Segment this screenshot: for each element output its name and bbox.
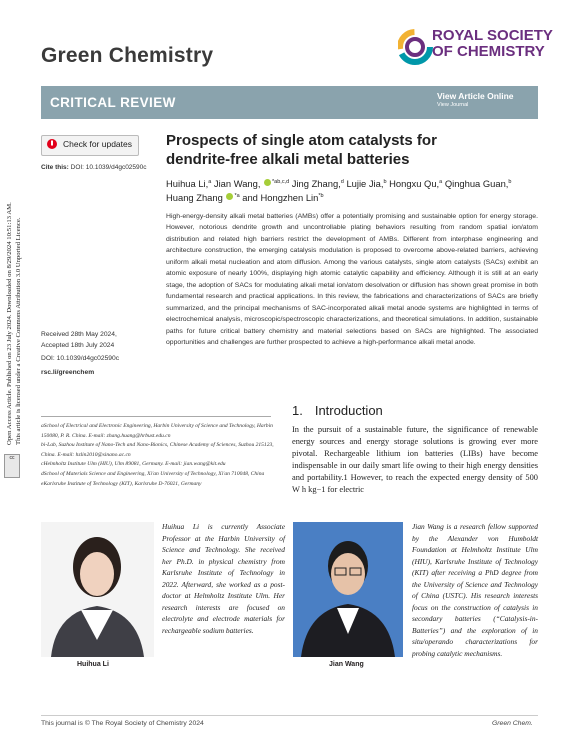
author-lujie-jia[interactable]: Lujie Jia, [343,178,384,190]
author-photo-jian-wang [293,522,403,657]
cite-label: Cite this: [41,164,69,171]
affil-sup: b [383,179,387,185]
publisher-line1: ROYAL SOCIETY [432,27,553,44]
footer-journal: Green Chem. [492,720,533,727]
section-number: 1. [292,403,303,418]
journal-title: Green Chemistry [41,44,214,67]
accepted-date: Accepted 18th July 2024 [41,342,115,350]
section-title: CRITICAL REVIEW [50,95,176,110]
publisher-name [432,28,553,60]
bio-huihua-li: Huihua Li is currently Associate Professor at the Harbin University of Science and Technology. She received her Ph.D. in physical chemistry from Karlsruhe Institute of Technology in 2022. Afterward, she worked as a post-doctor at Helmholtz Institute Ulm. Her research interests are focused on electrolyte and electrode materials for rechargeable sodium batteries. [162,522,285,635]
cite-this [41,164,147,171]
affil-sup: a [439,179,443,185]
author-huang-zhang[interactable]: Huang Zhang [166,192,223,204]
affil-sup: *a [234,193,240,200]
view-article-online-link[interactable]: View Article Online [437,91,514,101]
publisher-line2: OF CHEMISTRY [432,43,545,60]
author-qinghua-guan[interactable]: Qinghua Guan, [442,178,509,190]
author-jing-zhang[interactable]: Jing Zhang, [289,178,341,190]
footer-divider [41,715,538,716]
sidebar-line2[interactable]: This article is licensed under a Creative Commons Attribution 3.0 Unported Licence. [15,217,22,445]
abstract: High-energy-density alkali metal batteries (AMBs) offer a potentially promising and sustainable option for energy storage. However, notorious dendrite growth and uncontrollable plating behaviors resulting from random spatial ion/atom distribution and related high barriers restrict the development of AMBs. Different from interphase engineering and architecture construction, the emerging catalysis modulation is proposed to overcome above-related barriers, achieving uniform alkali metal nucleation and atom diffusion. Among the various catalysts, single atom catalysts (SACs) exhibit an atomic exposure of nearly 100%, displaying high atomic catalytic capability and efficiency. Although it is still at an early stage, the adoption of SACs for modulating alkali metal ion/atom desolvation or diffusion has shown great promise in both fundamental research and practical applications. In this review, the fabrications and characterizations of SACs are briefly summarized, and the principal mechanisms of SAC-incorporated alkali metal anode systems are highlighted in terms of electrochemical analysis, microscopic/spectroscopic characterizations, and theoretical simulations. In addition, sustainable paths for future critical battery chemistry and material selections based on SACs are highlighted. The associated opportunities and challenges are further prospected to achieve a high-performance alkali metal anode. [166,213,538,346]
affil-sup: a [208,179,212,185]
update-check-icon [46,138,58,150]
received-date: Received 28th May 2024, [41,331,117,338]
cc-license-icon[interactable] [4,454,20,478]
intro-paragraph: In the pursuit of a sustainable future, the significance of renewable energy sources and energy storage solutions is growing ever more pivotal. Rechargeable lithium ion batteries (LIBs) have become indispensable in our daily smart life owing to their high energy densities and portability.1 However, to reach the expected energy density of 500 W h kg−1 for electric [292,425,538,494]
affil-sup: *ab,c,d [272,179,290,185]
view-journal-link[interactable]: View Journal [437,102,469,108]
cite-doi: DOI: 10.1039/d4gc02590c [70,164,147,171]
affiliations [41,422,276,489]
affiliation-c: cHelmholtz Institute Ulm (HIU), Ulm 89081, Germany. E-mail: jian.wang@kit.edu [41,461,226,468]
affil-sup: d [340,179,344,185]
author-hongzhen-lin[interactable]: and Hongzhen Lin [239,192,319,204]
article-title: Prospects of single atom catalysts for dendrite-free alkali metal batteries [166,132,437,168]
footer-copyright: This journal is © The Royal Society of Chemistry 2024 [41,720,204,727]
orcid-icon[interactable] [226,193,233,200]
divider [41,416,271,417]
affiliation-b: bi-Lab, Suzhou Institute of Nano-Tech and Nano-Bionics, Chinese Academy of Sciences, Suzhou 215123, China. E-mail: hzlin2010@sinano.ac.cn [41,442,274,458]
author-photo-huihua-li [41,522,154,657]
article-meta [41,329,119,378]
photo-caption-2: Jian Wang [329,661,364,668]
meta-doi[interactable]: DOI: 10.1039/d4gc02590c [41,355,120,363]
author-hongxu-qu[interactable]: Hongxu Qu, [386,178,440,190]
photo-caption-1: Huihua Li [77,661,109,668]
journal-link[interactable]: rsc.li/greenchem [41,368,95,376]
affil-sup: *b [318,193,324,200]
author-huihua-li[interactable]: Huihua Li, [166,178,209,190]
author-jian-wang[interactable]: Jian Wang, [211,178,261,190]
author-list [166,176,536,204]
affil-sup: b [508,179,512,185]
check-updates-label: Check for updates [63,139,132,149]
cc-label: cc [9,455,15,461]
affiliation-e: eKarlsruhe Institute of Technology (KIT), Karlsruhe D-76021, Germany [41,480,202,487]
affiliation-d: dSchool of Materials Science and Engineering, Xi'an University of Technology, Xi'an 710048, China [41,470,265,477]
section-heading [292,403,383,418]
bio-jian-wang: Jian Wang is a research fellow supported by the Alexander von Humboldt Foundation at Helmholtz Institute Ulm (HIU), Karlsruhe Institute of Technology (KIT) after receiving a PhD degree from the University of Science and Technology of China (USTC). His research interests focus on the construction of catalysis in secondary batteries (“Catalysis-in-Batteries”) and the exploration of in situ/operando characterizations for probing catalytic mechanisms. [412,522,538,658]
section-heading-text: Introduction [314,403,383,418]
affiliation-a: aSchool of Electrical and Electronic Engineering, Harbin University of Science and Technology, Harbin 150080, P. R. China. E-mail: zhang.huang@hrbust.edu.cn [41,423,273,439]
sidebar-line1[interactable]: Open Access Article. Published on 23 July 2024. Downloaded on 8/29/2024 10:51:13 AM. [6,202,13,445]
license-sidebar [6,165,24,445]
orcid-icon[interactable] [264,179,271,186]
